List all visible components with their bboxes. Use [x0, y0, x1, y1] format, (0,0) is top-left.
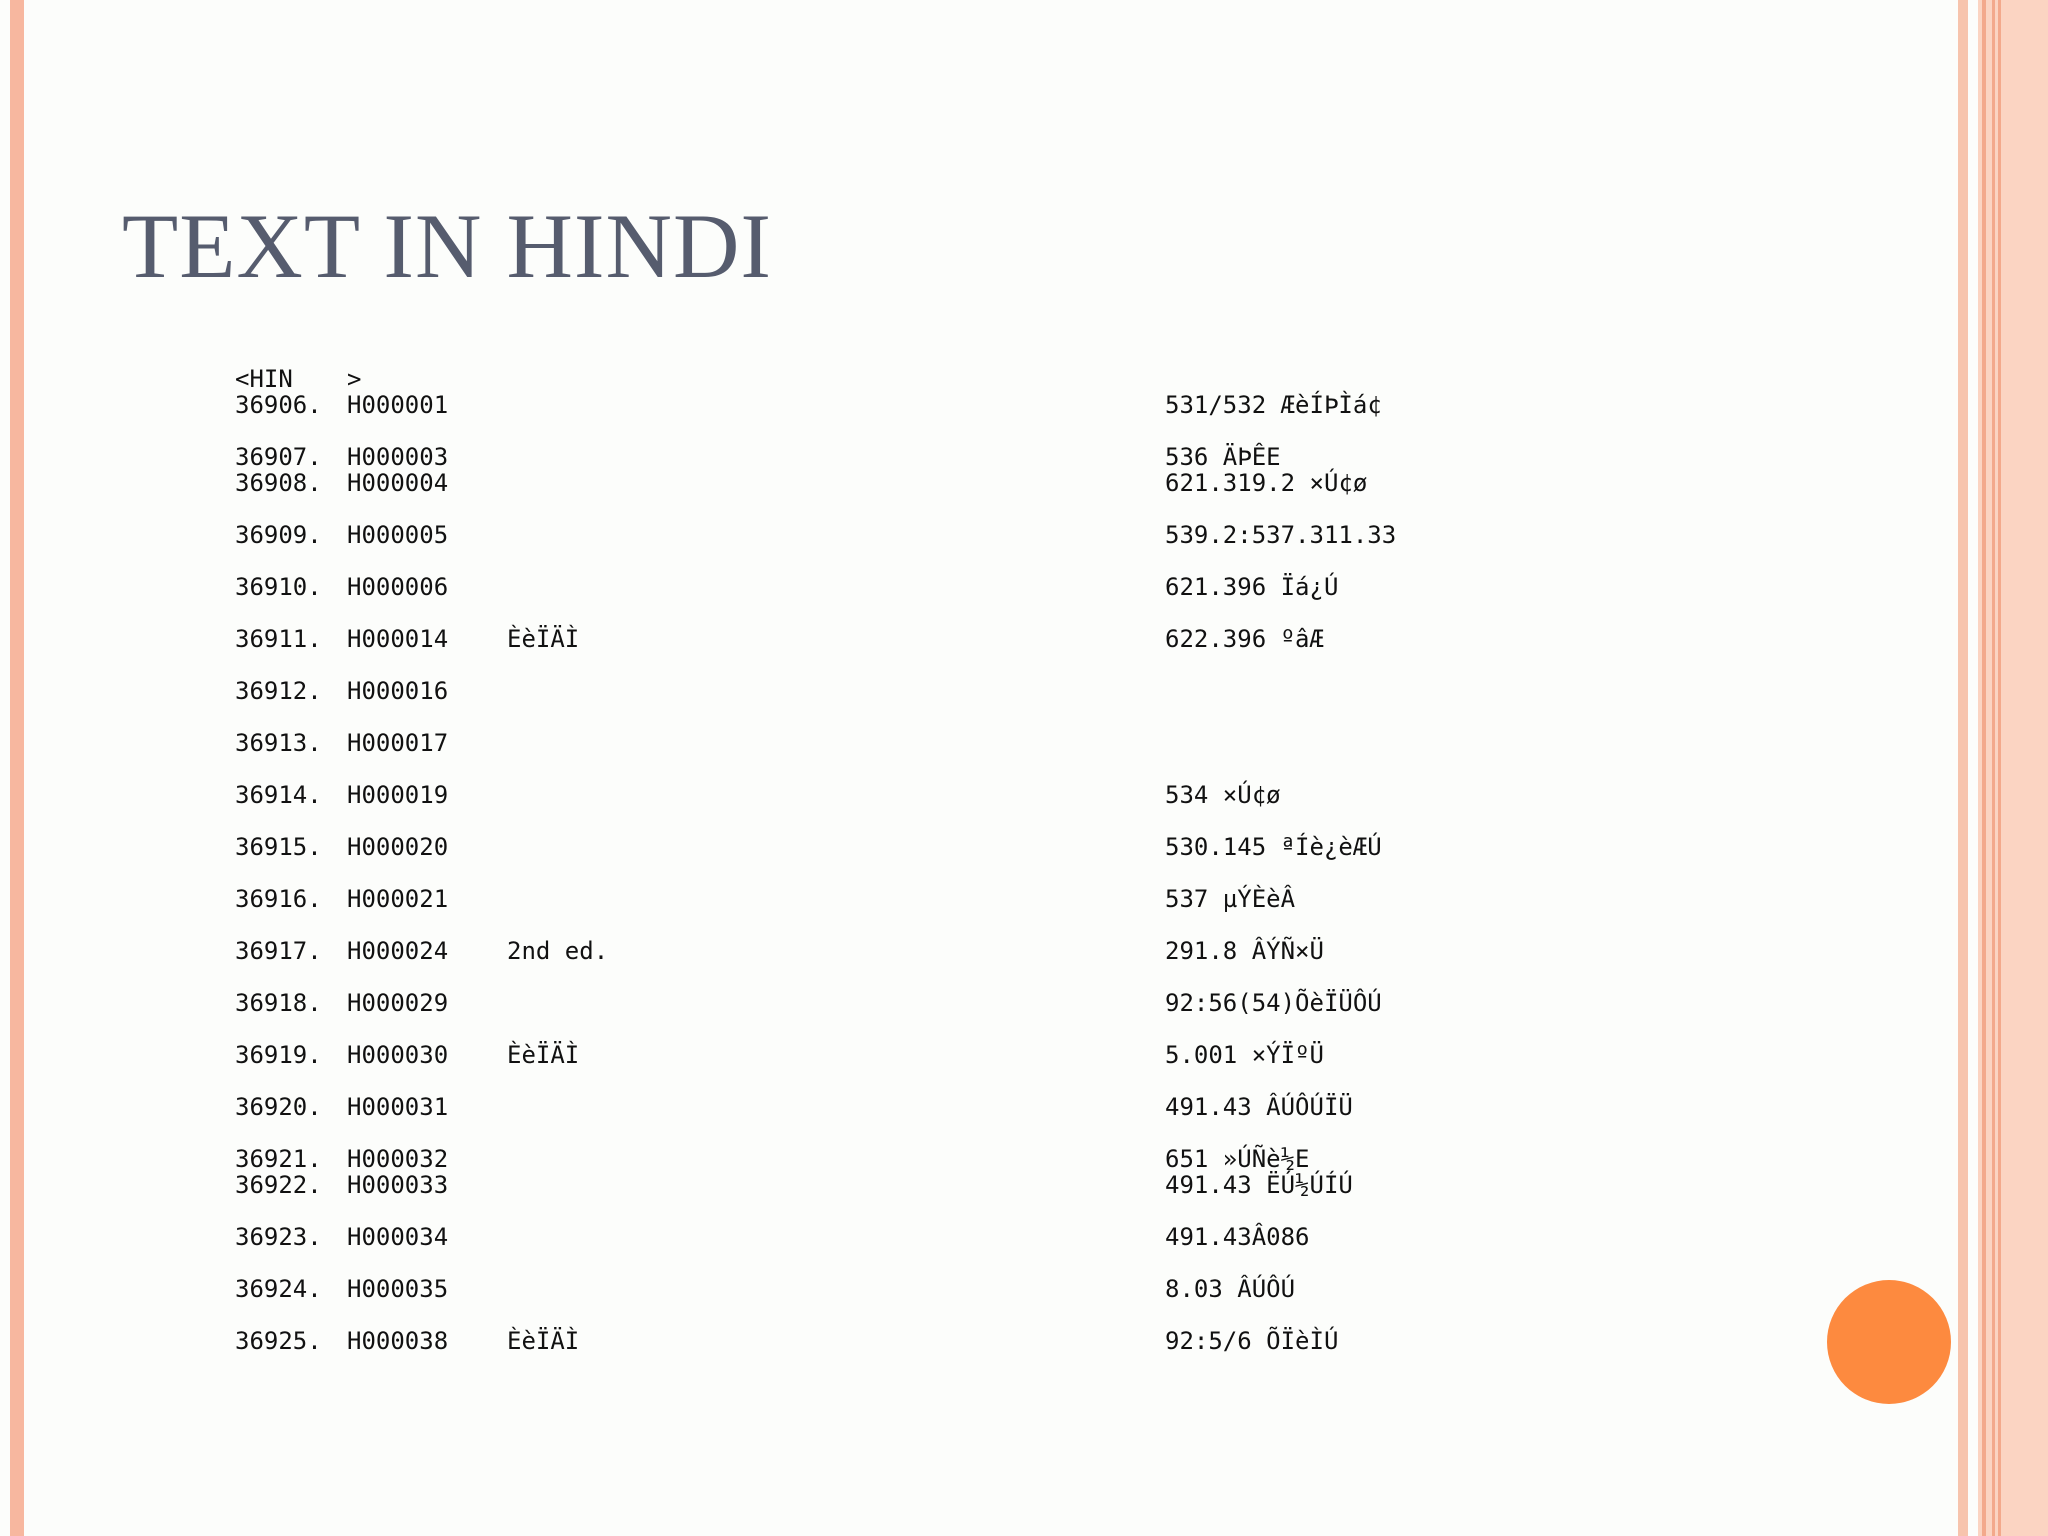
record-number: 36916. — [235, 885, 322, 913]
listing-row — [235, 938, 1495, 964]
listing-row — [235, 886, 1495, 912]
listing-row — [235, 730, 1495, 756]
record-id: H000016 — [347, 677, 449, 705]
right-stripe-line — [1992, 0, 1995, 1536]
record-number: 36914. — [235, 781, 322, 809]
listing-row — [235, 1224, 1495, 1250]
record-number: 36908. — [235, 469, 322, 497]
record-number: 36909. — [235, 521, 322, 549]
record-number: 36912. — [235, 677, 322, 705]
record-classification: 491.43 ËÚ½ÚÍÚ — [1165, 1171, 1353, 1199]
listing-row — [235, 678, 1495, 704]
record-edition: 2nd ed. — [507, 937, 609, 965]
record-classification: 539.2:537.311.33 — [1165, 521, 1397, 549]
listing-row — [235, 522, 1495, 548]
record-classification: 537 µÝÈèÂ — [1165, 885, 1296, 913]
record-id: H000017 — [347, 729, 449, 757]
record-id: H000001 — [347, 391, 449, 419]
listing-row — [235, 782, 1495, 808]
record-classification: 651 »ÚÑè½E — [1165, 1145, 1310, 1173]
record-id: H000035 — [347, 1275, 449, 1303]
listing-row — [235, 574, 1495, 600]
listing-row — [235, 392, 1495, 418]
record-number: 36924. — [235, 1275, 322, 1303]
record-id: H000032 — [347, 1145, 449, 1173]
record-edition: ÈèÏÄÌ — [507, 625, 580, 653]
record-id: H000024 — [347, 937, 449, 965]
header-right: > — [347, 365, 362, 393]
orange-circle-decoration — [1827, 1280, 1951, 1404]
record-classification: 621.319.2 ×Ú¢ø — [1165, 469, 1368, 497]
listing-row — [235, 834, 1495, 860]
record-classification: 92:5/6 ÕÏèÌÚ — [1165, 1327, 1339, 1355]
record-edition: ÈèÏÄÌ — [507, 1327, 580, 1355]
right-stripe-line — [1998, 0, 2001, 1536]
listing-row — [235, 626, 1495, 652]
listing-row — [235, 1042, 1495, 1068]
right-accent-band — [1958, 0, 1968, 1536]
right-stripe-line — [1982, 0, 1986, 1536]
record-classification: 536 ÄÞÊE — [1165, 443, 1281, 471]
record-id: H000029 — [347, 989, 449, 1017]
record-id: H000019 — [347, 781, 449, 809]
listing-row — [235, 1328, 1495, 1354]
record-number: 36918. — [235, 989, 322, 1017]
listing-row — [235, 470, 1495, 496]
record-number: 36923. — [235, 1223, 322, 1251]
record-id: H000038 — [347, 1327, 449, 1355]
record-id: H000020 — [347, 833, 449, 861]
listing-row — [235, 1276, 1495, 1302]
record-id: H000014 — [347, 625, 449, 653]
listing-row — [235, 1094, 1495, 1120]
header-left: <HIN — [235, 365, 293, 393]
record-id: H000034 — [347, 1223, 449, 1251]
record-classification: 491.43Â086 — [1165, 1223, 1310, 1251]
record-id: H000003 — [347, 443, 449, 471]
record-number: 36906. — [235, 391, 322, 419]
record-classification: 621.396 Ïá¿Ú — [1165, 573, 1339, 601]
record-classification: 531/532 ÆèÍÞÌá¢ — [1165, 391, 1382, 419]
record-id: H000004 — [347, 469, 449, 497]
record-number: 36911. — [235, 625, 322, 653]
listing-header-row — [235, 366, 1495, 392]
listing-row — [235, 444, 1495, 470]
record-edition: ÈèÏÄÌ — [507, 1041, 580, 1069]
listing-row — [235, 1146, 1495, 1172]
record-number: 36922. — [235, 1171, 322, 1199]
record-classification: 530.145 ªÍè¿èÆÚ — [1165, 833, 1382, 861]
record-id: H000033 — [347, 1171, 449, 1199]
record-listing — [235, 366, 1495, 1354]
slide-title: TEXT IN HINDI — [122, 195, 773, 297]
record-number: 36920. — [235, 1093, 322, 1121]
record-id: H000006 — [347, 573, 449, 601]
record-number: 36925. — [235, 1327, 322, 1355]
record-id: H000030 — [347, 1041, 449, 1069]
record-number: 36907. — [235, 443, 322, 471]
left-accent-bar — [10, 0, 24, 1536]
record-number: 36913. — [235, 729, 322, 757]
listing-row — [235, 1172, 1495, 1198]
record-classification: 491.43 ÂÚÔÚÏÜ — [1165, 1093, 1353, 1121]
record-id: H000031 — [347, 1093, 449, 1121]
record-number: 36921. — [235, 1145, 322, 1173]
record-classification: 291.8 ÂÝÑ×Ü — [1165, 937, 1324, 965]
record-number: 36910. — [235, 573, 322, 601]
record-id: H000021 — [347, 885, 449, 913]
right-accent-stripes — [1978, 0, 2048, 1536]
record-number: 36917. — [235, 937, 322, 965]
listing-row — [235, 990, 1495, 1016]
record-classification: 5.001 ×ÝÏºÜ — [1165, 1041, 1324, 1069]
record-id: H000005 — [347, 521, 449, 549]
record-classification: 622.396 ºâÆ — [1165, 625, 1324, 653]
record-number: 36915. — [235, 833, 322, 861]
record-classification: 534 ×Ú¢ø — [1165, 781, 1281, 809]
record-classification: 8.03 ÂÚÔÚ — [1165, 1275, 1296, 1303]
record-number: 36919. — [235, 1041, 322, 1069]
record-classification: 92:56(54)ÕèÏÜÔÚ — [1165, 989, 1382, 1017]
